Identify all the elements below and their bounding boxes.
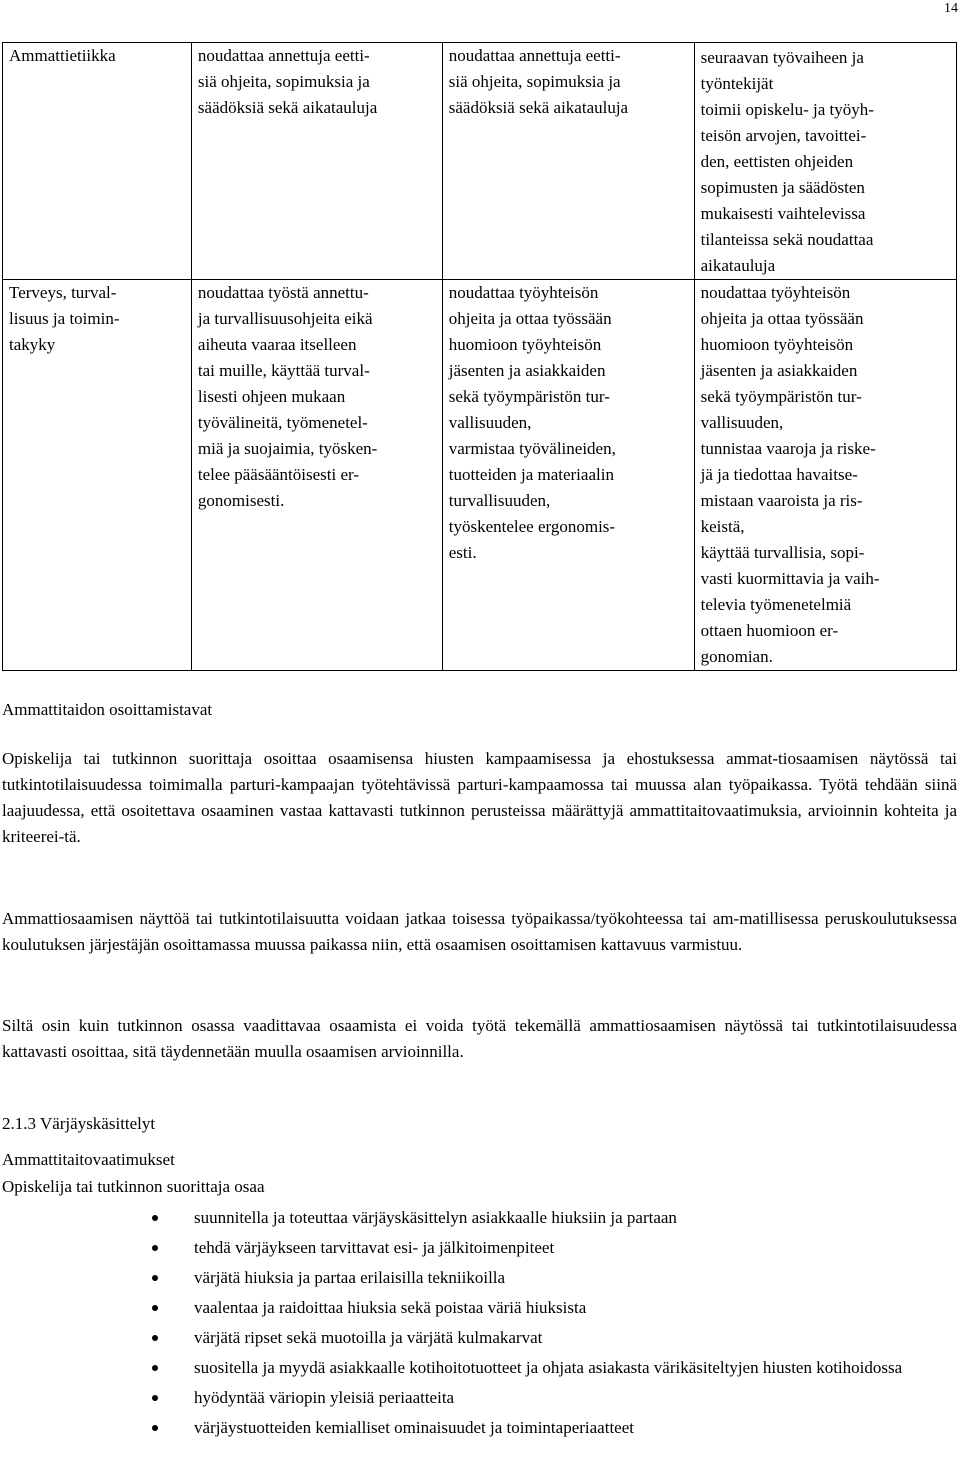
bullet-icon	[152, 1215, 158, 1221]
list-item: värjätä ripset sekä muotoilla ja värjätä kulmakarvat	[2, 1323, 957, 1353]
paragraph: Siltä osin kuin tutkinnon osassa vaadittavaa osaamista ei voida työtä tekemällä ammattiosaamisen näytössä tai tutkintotilaisuudessa kattavasti osoittaa, sitä täydennetään muulla osaamisen arvioinnilla.	[2, 1016, 957, 1061]
criteria-cell: noudattaa työyhteisön ohjeita ja ottaa työssään huomioon työyhteisön jäsenten ja asiakkaiden sekä työympäristön tur- vallisuuden, tunnistaa vaaroja ja riske- jä ja tiedottaa havaitse- mistaan vaaroista ja ris- keistä, käyttää turvallisia, sopi- vasti kuormittavia ja vaih- televia työmenetelmiä ottaen huomioon er- gonomian.	[694, 280, 956, 671]
bullet-icon	[152, 1425, 158, 1431]
list-item: vaalentaa ja raidoittaa hiuksia sekä poistaa väriä hiuksista	[2, 1293, 957, 1323]
paragraph: Ammattiosaamisen näyttöä tai tutkintotilaisuutta voidaan jatkaa toisessa työpaikassa/työkohteessa tai am-matillisessa peruskoulutuksessa koulutuksen järjestäjän osoittamassa muussa paikassa niin, että osaamisen osoittamisen kattavuus varmistuu.	[2, 909, 957, 954]
criteria-cell: noudattaa annettuja eetti- siä ohjeita, sopimuksia ja säädöksiä sekä aikatauluja	[191, 43, 442, 280]
requirements-heading: Ammattitaitovaatimukset	[2, 1150, 175, 1169]
list-item: suositella ja myydä asiakkaalle kotihoitotuotteet ja ohjata asiakasta värikäsiteltyjen hiusten kotihoidossa	[2, 1353, 957, 1383]
list-item: suunnitella ja toteuttaa värjäyskäsittelyn asiakkaalle hiuksiin ja partaan	[2, 1203, 957, 1233]
assessment-table	[2, 42, 957, 671]
criteria-cell: noudattaa työstä annettu- ja turvallisuusohjeita eikä aiheuta vaaraa itselleen tai muille, käyttää turval- lisesti ohjeen mukaan työvälineitä, työmenetel- miä ja suojaimia, työsken- telee pääsääntöisesti er- gonomisesti.	[191, 280, 442, 671]
bullet-icon	[152, 1365, 158, 1371]
criteria-cell: seuraavan työvaiheen ja työntekijät toimii opiskelu- ja työyh- teisön arvojen, tavoittei- den, eettisten ohjeiden sopimusten ja säädösten mukaisesti vaihtelevissa tilanteissa sekä noudattaa aikatauluja	[694, 43, 956, 280]
bullet-icon	[152, 1305, 158, 1311]
list-item: hyödyntää väriopin yleisiä periaatteita	[2, 1383, 957, 1413]
subsection-title: 2.1.3 Värjäyskäsittelyt	[2, 1114, 156, 1133]
row-label: Ammattietiikka	[3, 43, 192, 280]
list-item: värjäystuotteiden kemialliset ominaisuudet ja toimintaperiaatteet	[2, 1413, 957, 1443]
bullet-icon	[152, 1245, 158, 1251]
bullet-icon	[152, 1335, 158, 1341]
criteria-cell: noudattaa työyhteisön ohjeita ja ottaa työssään huomioon työyhteisön jäsenten ja asiakkaiden sekä työympäristön tur- vallisuuden, varmistaa työvälineiden, tuotteiden ja materiaalin turvallisuuden, työskentelee ergonomis- esti.	[442, 280, 694, 671]
table-row	[3, 280, 957, 671]
list-item: värjätä hiuksia ja partaa erilaisilla tekniikoilla	[2, 1263, 957, 1293]
section-heading: Ammattitaidon osoittamistavat	[2, 700, 213, 719]
bullet-icon	[152, 1395, 158, 1401]
page-number: 14	[944, 1, 958, 16]
criteria-cell: noudattaa annettuja eetti- siä ohjeita, sopimuksia ja säädöksiä sekä aikatauluja	[442, 43, 694, 280]
list-item: tehdä värjäykseen tarvittavat esi- ja jälkitoimenpiteet	[2, 1233, 957, 1263]
paragraph: Opiskelija tai tutkinnon suorittaja osoittaa osaamisensa hiusten kampaamisessa ja ehostuksessa ammat-tiosaamisen näytössä tai tutkintotilaisuudessa toimimalla parturi-kampaajan työtehtävissä parturi-kampaamossa tai muussa alan työpaikassa. Työtä tehdään siinä laajuudessa, että osoitettava osaaminen vastaa kattavasti tutkinnon perusteissa määrättyjä ammattitaitovaatimuksia, arvioinnin kohteita ja kriteerei-tä.	[2, 749, 957, 846]
requirements-list	[2, 1203, 957, 1443]
table-row	[3, 43, 957, 280]
row-label: Terveys, turval- lisuus ja toimin- takyky	[3, 280, 192, 671]
requirements-intro: Opiskelija tai tutkinnon suorittaja osaa	[2, 1177, 265, 1196]
bullet-icon	[152, 1275, 158, 1281]
